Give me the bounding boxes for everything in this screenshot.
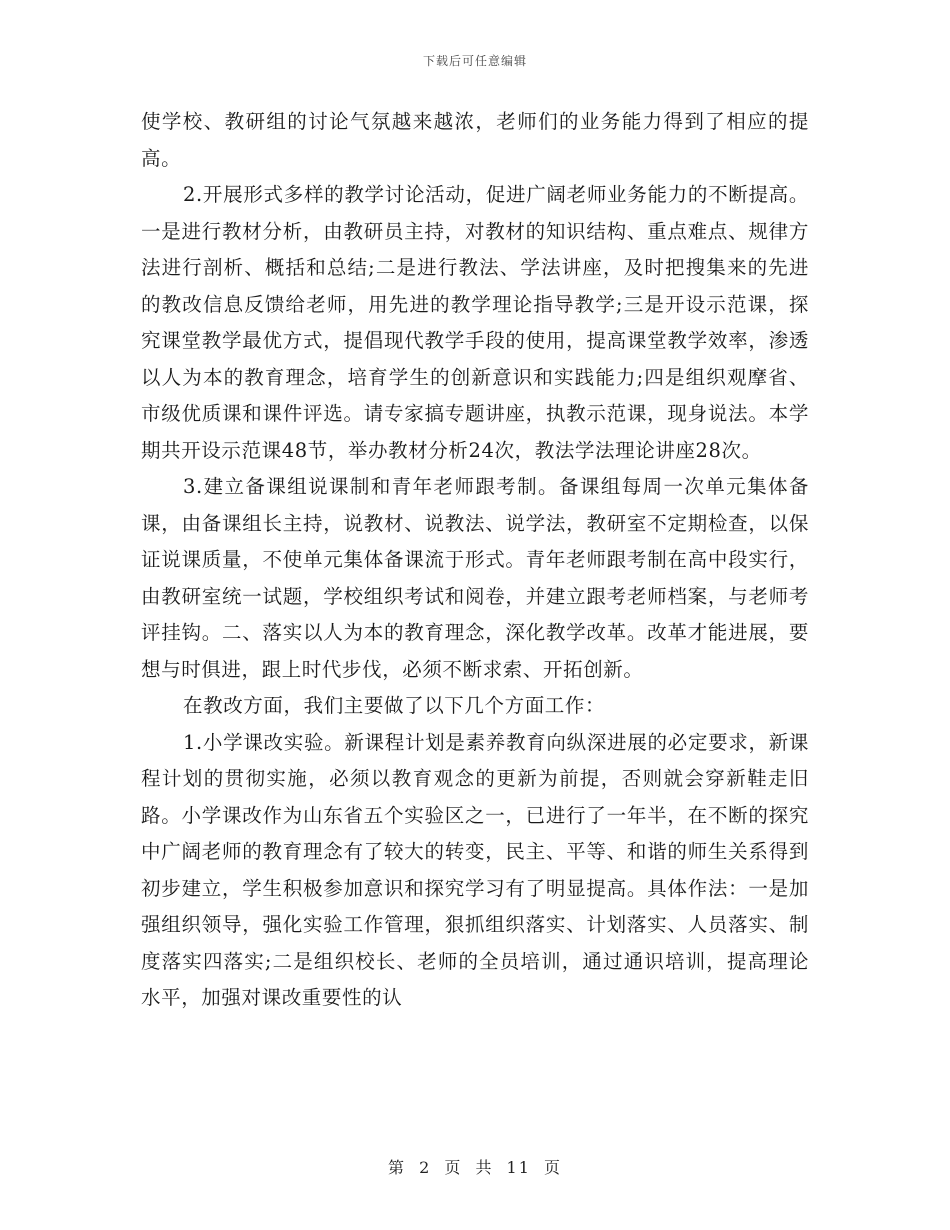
- paragraph-continuation: 使学校、教研组的讨论气氛越来越浓，老师们的业务能力得到了相应的提高。: [141, 110, 809, 170]
- paragraph-item-1: 1.小学课改实验。新课程计划是素养教育向纵深进展的必定要求，新课程计划的贯彻实施，必须以教育观念的更新为前提，否则就会穿新鞋走旧路。小学课改作为山东省五个实验区之一，已进行了一年半，在不断的探究中广阔老师的教育理念有了较大的转变，民主、平等、和谐的师生关系得到初步建立，学生积极参加意识和探究学习有了明显提高。具体作法：一是加强组织领导，强化实验工作管理，狠抓组织落实、计划落实、人员落实、制度落实四落实;二是组织校长、老师的全员培训，通过通识培训，提高理论水平，加强对课改重要性的认: [141, 730, 809, 1009]
- paragraph-item-2: 2.开展形式多样的教学讨论活动，促进广阔老师业务能力的不断提高。一是进行教材分析，由教研员主持，对教材的知识结构、重点难点、规律方法进行剖析、概括和总结;二是进行教法、学法讲座，及时把搜集来的先进的教改信息反馈给老师，用先进的教学理论指导教学;三是开设示范课，探究课堂教学最优方式，提倡现代教学手段的使用，提高课堂教学效率，渗透以人为本的教育理念，培育学生的创新意识和实践能力;四是组织观摩省、市级优质课和课件评选。请专家搞专题讲座，执教示范课，现身说法。本学期共开设示范课48节，举办教材分析24次，教法学法理论讲座28次。: [141, 183, 809, 462]
- page-header: 下载后可任意编辑: [422, 54, 527, 68]
- document-body: [141, 104, 809, 1017]
- paragraph-intro: 在教改方面，我们主要做了以下几个方面工作：: [183, 694, 606, 717]
- paragraph-item-3: 3.建立备课组说课制和青年老师跟考制。备课组每周一次单元集体备课，由备课组长主持，说教材、说教法、说学法，教研室不定期检查，以保证说课质量，不使单元集体备课流于形式。青年老师跟考制在高中段实行，由教研室统一试题，学校组织考试和阅卷，并建立跟考老师档案，与老师考评挂钩。二、落实以人为本的教育理念，深化教学改革。改革才能进展，要想与时俱进，跟上时代步伐，必须不断求索、开拓创新。: [141, 475, 809, 681]
- page-footer: 第 2 页 共 11 页: [388, 1158, 562, 1177]
